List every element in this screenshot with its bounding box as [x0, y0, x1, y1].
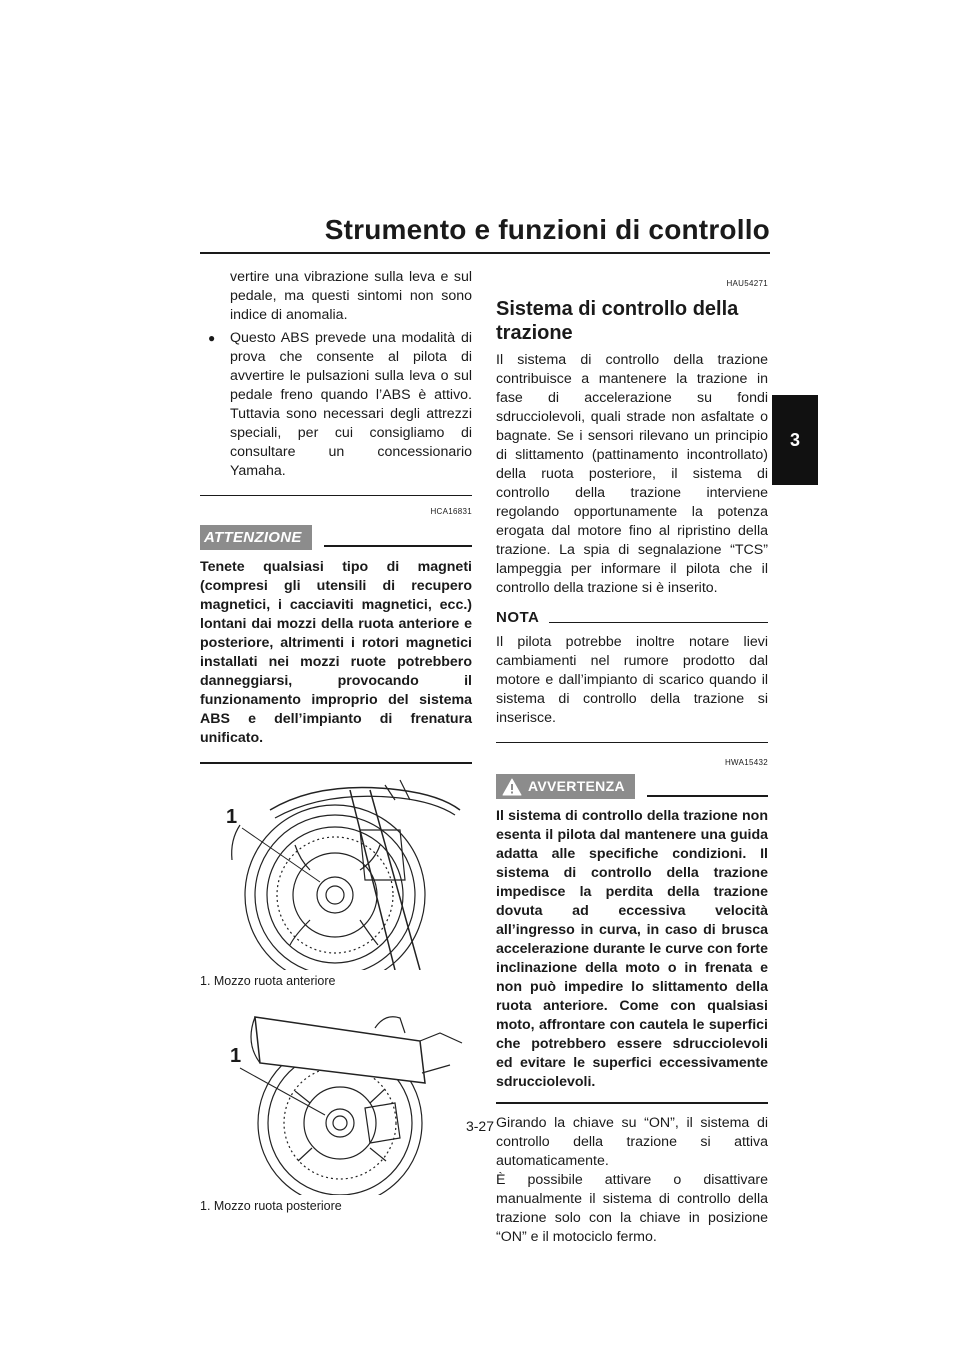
front-figure-caption: 1. Mozzo ruota anteriore	[200, 974, 336, 988]
attention-header	[200, 525, 472, 550]
attention-code: HCA16831	[430, 507, 472, 516]
warning-triangle-icon	[502, 778, 522, 796]
section-code: HAU54271	[726, 279, 768, 288]
section-intro: Il sistema di controllo della trazione contribuisce a mantenere la trazione in fase di accelerazione su fondi sdrucciolevoli, quali strade non asfaltate o bagnate. Se i sensori rilevano un principio di slittamento (pattinamento incontrollato) della ruota posteriore, il sistema di controllo della trazione interviene regolando opportunamente la potenza erogata dal motore fino al ripristino della trazione. La spia di segnalazione “TCS” lampeggia per informare il pilota che il controllo della trazione si è inserito.	[496, 352, 768, 596]
front-wheel-figure	[200, 770, 472, 970]
warning-rule	[647, 795, 768, 797]
nota-rule	[549, 622, 768, 623]
header-rule	[200, 252, 770, 254]
continued-paragraph: vertire una vibrazione sulla leva e sul pedale, ma questi sintomi non sono indice di anomalia.	[230, 269, 472, 323]
warning-header	[496, 774, 768, 799]
paragraph-manual: È possibile attivare o disattivare manualmente il sistema di controllo della trazione solo con la chiave in posizione “ON” e il motociclo fermo.	[496, 1172, 768, 1245]
warning-badge	[496, 774, 635, 799]
rear-callout-number: 1	[230, 1045, 242, 1067]
nota-text: Il pilota potrebbe inoltre notare lievi cambiamenti nel rumore prodotto dal motore e dall’impianto di scarico quando il sistema di controllo della trazione si inserisce.	[496, 634, 768, 726]
front-callout-number: 1	[226, 806, 238, 828]
rear-figure-caption: 1. Mozzo ruota posteriore	[200, 1199, 342, 1213]
warning-text: Il sistema di controllo della trazione non esenta il pilota dal mantenere una guida adatta alle specifiche condizioni. Il sistema di controllo della trazione impedisce la perdita della trazione dovuta ad eccessiva velocità all’ingresso in curva, in caso di brusca accelerazione durante le curve con forte inclinazione della moto o in frenata e non può impedire lo slittamento della ruota anteriore. Come con qualsiasi moto, affrontare con cautela le superfici che potrebbero essere sdrucciolevoli ed evitare le superfici eccessivamente sdrucciolevoli.	[496, 808, 768, 1090]
warning-code: HWA15432	[724, 758, 768, 767]
attention-end-rule	[200, 762, 472, 764]
left-column	[200, 268, 472, 1216]
front-wheel-illustration	[200, 770, 472, 970]
page-title: Strumento e funzioni di controllo	[324, 214, 770, 245]
attention-text: Tenete qualsiasi tipo di magneti (compresi gli utensili di recupero magnetici, i cacciaviti magnetici, ecc.) lontani dai mozzi della ruota anteriore e posteriore, altrimenti i rotori magnetici installati nei mozzi ruote potrebbero danneggiarsi, provocando il funzionamento improprio del sistema ABS e dell’impianto di frenatura unificato.	[200, 559, 472, 746]
nota-header	[496, 608, 768, 627]
attention-rule	[324, 545, 472, 547]
section-title: Sistema di controllo della trazione	[496, 298, 739, 344]
warning-label: AVVERTENZA	[528, 778, 625, 794]
nota-end-rule	[496, 742, 768, 743]
nota-label: NOTA	[496, 609, 540, 626]
rear-wheel-illustration	[200, 1003, 472, 1195]
page-number: 3-27	[465, 1118, 495, 1134]
right-column	[496, 268, 768, 1247]
chapter-tab: 3	[772, 395, 818, 485]
bullet-item: ● Questo ABS prevede una modalità di prova che consente al pilota di avvertire le pulsazioni sulla leva o sul pedale freno quando l’ABS è attivo. Tuttavia sono necessari degli attrezzi speciali, per cui consigliamo di consultare un concessionario Yamaha.	[200, 329, 472, 481]
rear-wheel-figure	[200, 1003, 472, 1195]
warning-end-rule	[496, 1102, 768, 1104]
attention-label: ATTENZIONE	[200, 525, 312, 550]
separator	[200, 495, 472, 496]
paragraph-on-key: Girando la chiave su “ON”, il sistema di controllo della trazione si attiva automaticamente.	[496, 1115, 768, 1169]
